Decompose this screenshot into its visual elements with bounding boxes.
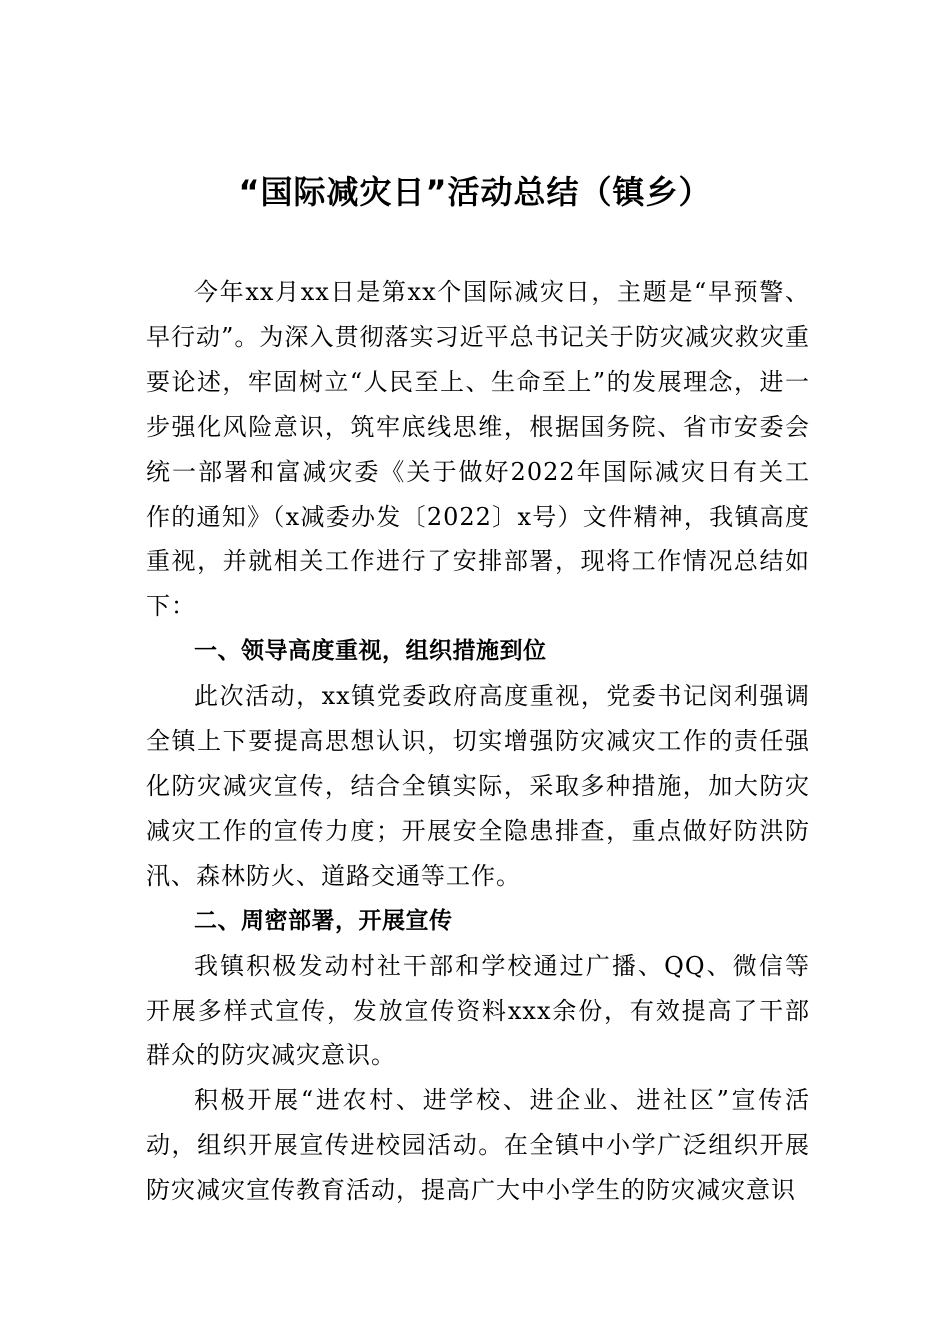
paragraph-section-2b: 积极开展“进农村、进学校、进企业、进社区”宣传活动，组织开展宣传进校园活动。在全镇中小学广泛组织开展防灾减灾宣传教育活动，提高广大中小学生的防灾减灾意识 — [146, 1086, 810, 1205]
document-body — [146, 270, 810, 1213]
section-heading-2: 二、周密部署，开展宣传 — [194, 907, 453, 934]
document-title: “国际减灾日”活动总结（镇乡） — [238, 173, 712, 211]
paragraph-section-1: 此次活动，xx镇党委政府高度重视，党委书记闵利强调全镇上下要提高思想认识，切实增强防灾减灾工作的责任强化防灾减灾宣传，结合全镇实际，采取多种措施，加大防灾减灾工作的宣传力度；开展安全隐患排查，重点做好防洪防汛、森林防火、道路交通等工作。 — [146, 682, 810, 890]
paragraph-intro: 今年xx月xx日是第xx个国际减灾日，主题是“早预警、早行动”。为深入贯彻落实习近平总书记关于防灾减灾救灾重要论述，牢固树立“人民至上、生命至上”的发展理念，进一步强化风险意识，筑牢底线思维，根据国务院、省市安委会统一部署和富减灾委《关于做好2022年国际减灾日有关工作的通知》（x减委办发〔2022〕x号）文件精神，我镇高度重视，并就相关工作进行了安排部署，现将工作情况总结如下： — [146, 278, 810, 621]
paragraph-section-2a: 我镇积极发动村社干部和学校通过广播、QQ、微信等开展多样式宣传，发放宣传资料xxx余份，有效提高了干部群众的防灾减灾意识。 — [146, 951, 810, 1070]
section-heading-1: 一、领导高度重视，组织措施到位 — [194, 638, 547, 665]
